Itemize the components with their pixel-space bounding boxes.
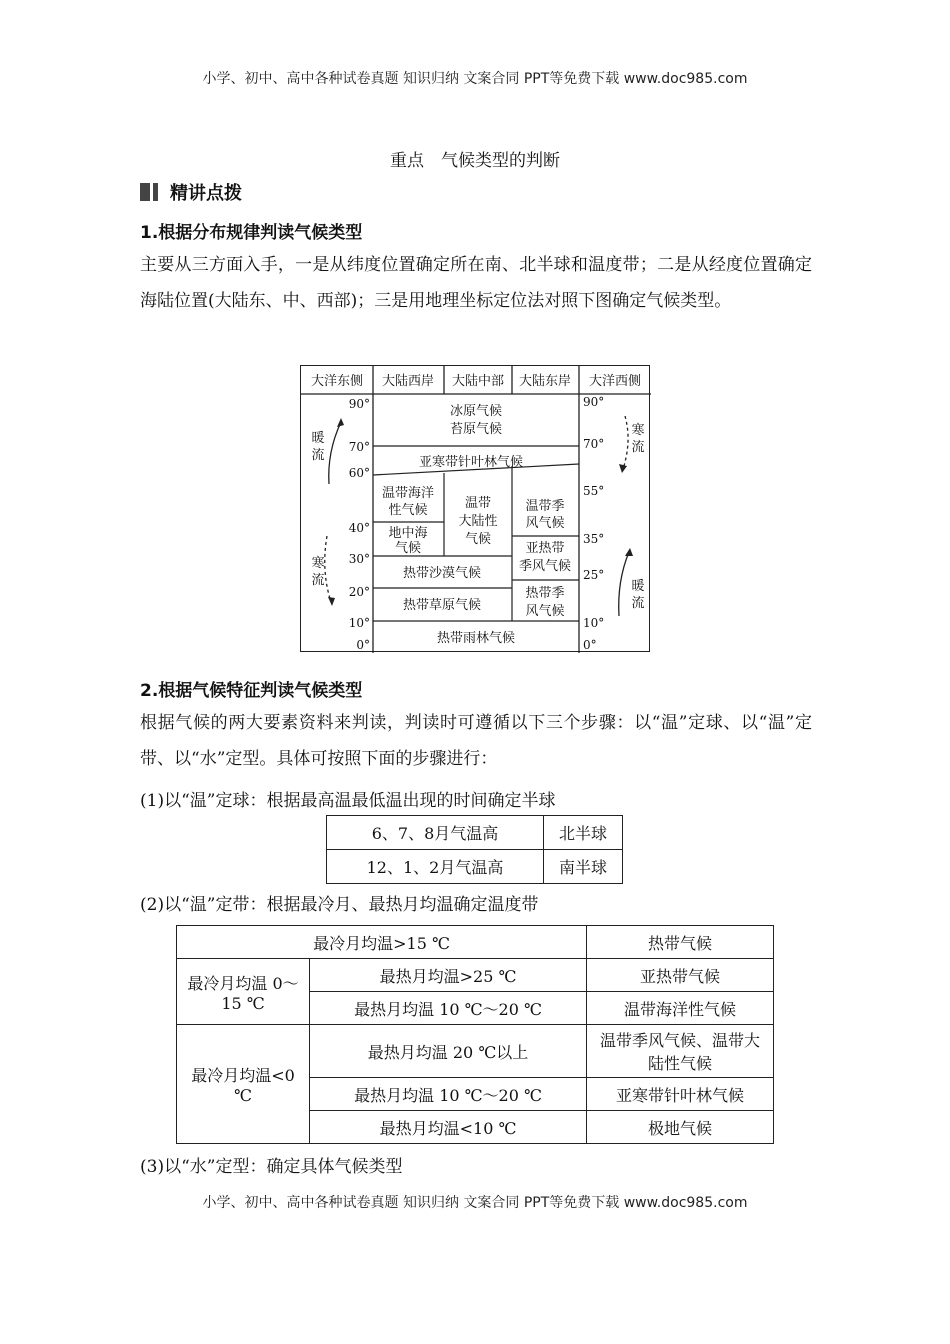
step1-text: (1)以“温”定球：根据最高温最低温出现的时间确定半球 xyxy=(140,791,556,811)
cold-current-arrow-icon xyxy=(623,416,628,469)
section-title: 精讲点拨 xyxy=(170,183,242,204)
left-lat-label: 10° xyxy=(348,616,370,630)
left-lat-label: 0° xyxy=(356,638,370,652)
table-cell: 最热月均温 10 ℃～20 ℃ xyxy=(310,1078,587,1111)
left-lat-label: 60° xyxy=(348,466,370,480)
section-marker-icon xyxy=(140,183,158,201)
part1-heading: 1.根据分布规律判读气候类型 xyxy=(140,223,363,243)
climate-desert: 热带沙漠气候 xyxy=(402,566,482,581)
cold-current-arrow-icon xyxy=(325,536,331,602)
climate-distribution-diagram xyxy=(300,365,650,652)
cold-current-label: 寒 xyxy=(311,556,325,571)
right-lat-label: 10° xyxy=(583,616,605,630)
hemisphere-table xyxy=(326,815,623,884)
climate-mediterranean: 气候 xyxy=(394,541,422,556)
col-header: 大陆西岸 xyxy=(381,374,435,389)
climate-savanna: 热带草原气候 xyxy=(402,598,482,613)
left-lat-label: 20° xyxy=(348,585,370,599)
climate-tropical-monsoon: 热带季 xyxy=(525,586,565,601)
climate-temperate-monsoon: 温带季 xyxy=(525,499,565,514)
climate-marine: 温带海洋 xyxy=(381,486,435,501)
table-cell: 极地气候 xyxy=(587,1111,774,1144)
part2-text: 根据气候的两大要素资料来判读，判读时可遵循以下三个步骤：以“温”定球、以“温”定带、以“水”定型。具体可按照下面的步骤进行： xyxy=(140,713,812,769)
table-cell: 最冷月均温>15 ℃ xyxy=(177,926,587,959)
table-cell: 最冷月均温 0～15 ℃ xyxy=(177,959,310,1025)
arrowhead-icon xyxy=(337,418,344,427)
right-lat-label: 55° xyxy=(583,484,605,498)
table-cell: 北半球 xyxy=(544,816,623,850)
climate-rainforest: 热带雨林气候 xyxy=(436,631,516,646)
arrowhead-icon xyxy=(625,548,633,556)
section-heading xyxy=(140,179,242,205)
table-cell: 最热月均温 10 ℃～20 ℃ xyxy=(310,992,587,1025)
table-cell: 最热月均温>25 ℃ xyxy=(310,959,587,992)
arrowhead-icon xyxy=(328,597,335,606)
part1-text: 主要从三方面入手，一是从纬度位置确定所在南、北半球和温度带；二是从经度位置确定海陆位置(大陆东、中、西部)；三是用地理坐标定位法对照下图确定气候类型。 xyxy=(140,255,812,311)
climate-ice: 冰原气候 xyxy=(449,404,503,419)
table-row xyxy=(177,926,774,959)
climate-continental: 气候 xyxy=(464,532,492,547)
right-lat-label: 70° xyxy=(583,437,605,451)
table-cell: 亚热带气候 xyxy=(587,959,774,992)
table-cell: 温带季风气候、温带大陆性气候 xyxy=(587,1025,774,1078)
warm-current-label: 流 xyxy=(311,448,325,463)
climate-continental: 温带 xyxy=(464,496,492,511)
warm-current-label: 暖 xyxy=(631,579,645,594)
left-lat-label: 90° xyxy=(348,397,370,411)
table-row xyxy=(177,1025,774,1078)
climate-mediterranean: 地中海 xyxy=(388,526,428,541)
climate-tundra: 苔原气候 xyxy=(449,422,503,437)
temperature-zone-table xyxy=(176,925,774,1144)
table-cell: 温带海洋性气候 xyxy=(587,992,774,1025)
climate-tropical-monsoon: 风气候 xyxy=(525,604,565,619)
table-cell: 最冷月均温<0 ℃ xyxy=(177,1025,310,1144)
part2-heading: 2.根据气候特征判读气候类型 xyxy=(140,681,363,701)
arrowhead-icon xyxy=(619,464,627,473)
table-cell: 最热月均温 20 ℃以上 xyxy=(310,1025,587,1078)
climate-temperate-monsoon: 风气候 xyxy=(525,516,565,531)
climate-taiga: 亚寒带针叶林气候 xyxy=(418,455,524,470)
cold-current-label: 流 xyxy=(311,573,325,588)
step2-text: (2)以“温”定带：根据最冷月、最热月均温确定温度带 xyxy=(140,895,539,915)
col-header: 大陆中部 xyxy=(451,374,505,389)
col-header: 大洋东侧 xyxy=(310,374,364,389)
climate-subtropical-monsoon: 亚热带 xyxy=(525,541,565,556)
page-title: 重点 气候类型的判断 xyxy=(390,151,560,171)
col-header: 大洋西侧 xyxy=(588,374,642,389)
warm-current-label: 流 xyxy=(631,596,645,611)
table-cell: 最热月均温<10 ℃ xyxy=(310,1111,587,1144)
climate-marine: 性气候 xyxy=(388,503,428,518)
table-cell: 亚寒带针叶林气候 xyxy=(587,1078,774,1111)
table-cell: 南半球 xyxy=(544,850,623,884)
left-lat-label: 30° xyxy=(348,552,370,566)
warm-current-arrow-icon xyxy=(619,552,629,616)
right-lat-label: 0° xyxy=(583,638,597,652)
cold-current-label: 流 xyxy=(631,440,645,455)
table-row xyxy=(327,816,623,850)
warm-current-label: 暖 xyxy=(311,431,325,446)
right-lat-label: 25° xyxy=(583,568,605,582)
table-row xyxy=(177,959,774,992)
climate-continental: 大陆性 xyxy=(458,514,498,529)
right-lat-label: 90° xyxy=(583,395,605,409)
left-lat-label: 40° xyxy=(348,521,370,535)
table-cell: 热带气候 xyxy=(587,926,774,959)
table-cell: 6、7、8月气温高 xyxy=(327,816,544,850)
page-header: 小学、初中、高中各种试卷真题 知识归纳 文案合同 PPT等免费下载 www.doc985.com xyxy=(202,71,748,87)
table-cell: 12、1、2月气温高 xyxy=(327,850,544,884)
warm-current-arrow-icon xyxy=(329,422,341,484)
table-row xyxy=(327,850,623,884)
col-header: 大陆东岸 xyxy=(518,374,572,389)
climate-subtropical-monsoon: 季风气候 xyxy=(518,559,572,574)
left-lat-label: 70° xyxy=(348,440,370,454)
right-lat-label: 35° xyxy=(583,532,605,546)
step3-text: (3)以“水”定型：确定具体气候类型 xyxy=(140,1157,403,1177)
cold-current-label: 寒 xyxy=(631,423,645,438)
page-footer: 小学、初中、高中各种试卷真题 知识归纳 文案合同 PPT等免费下载 www.doc985.com xyxy=(202,1195,748,1211)
